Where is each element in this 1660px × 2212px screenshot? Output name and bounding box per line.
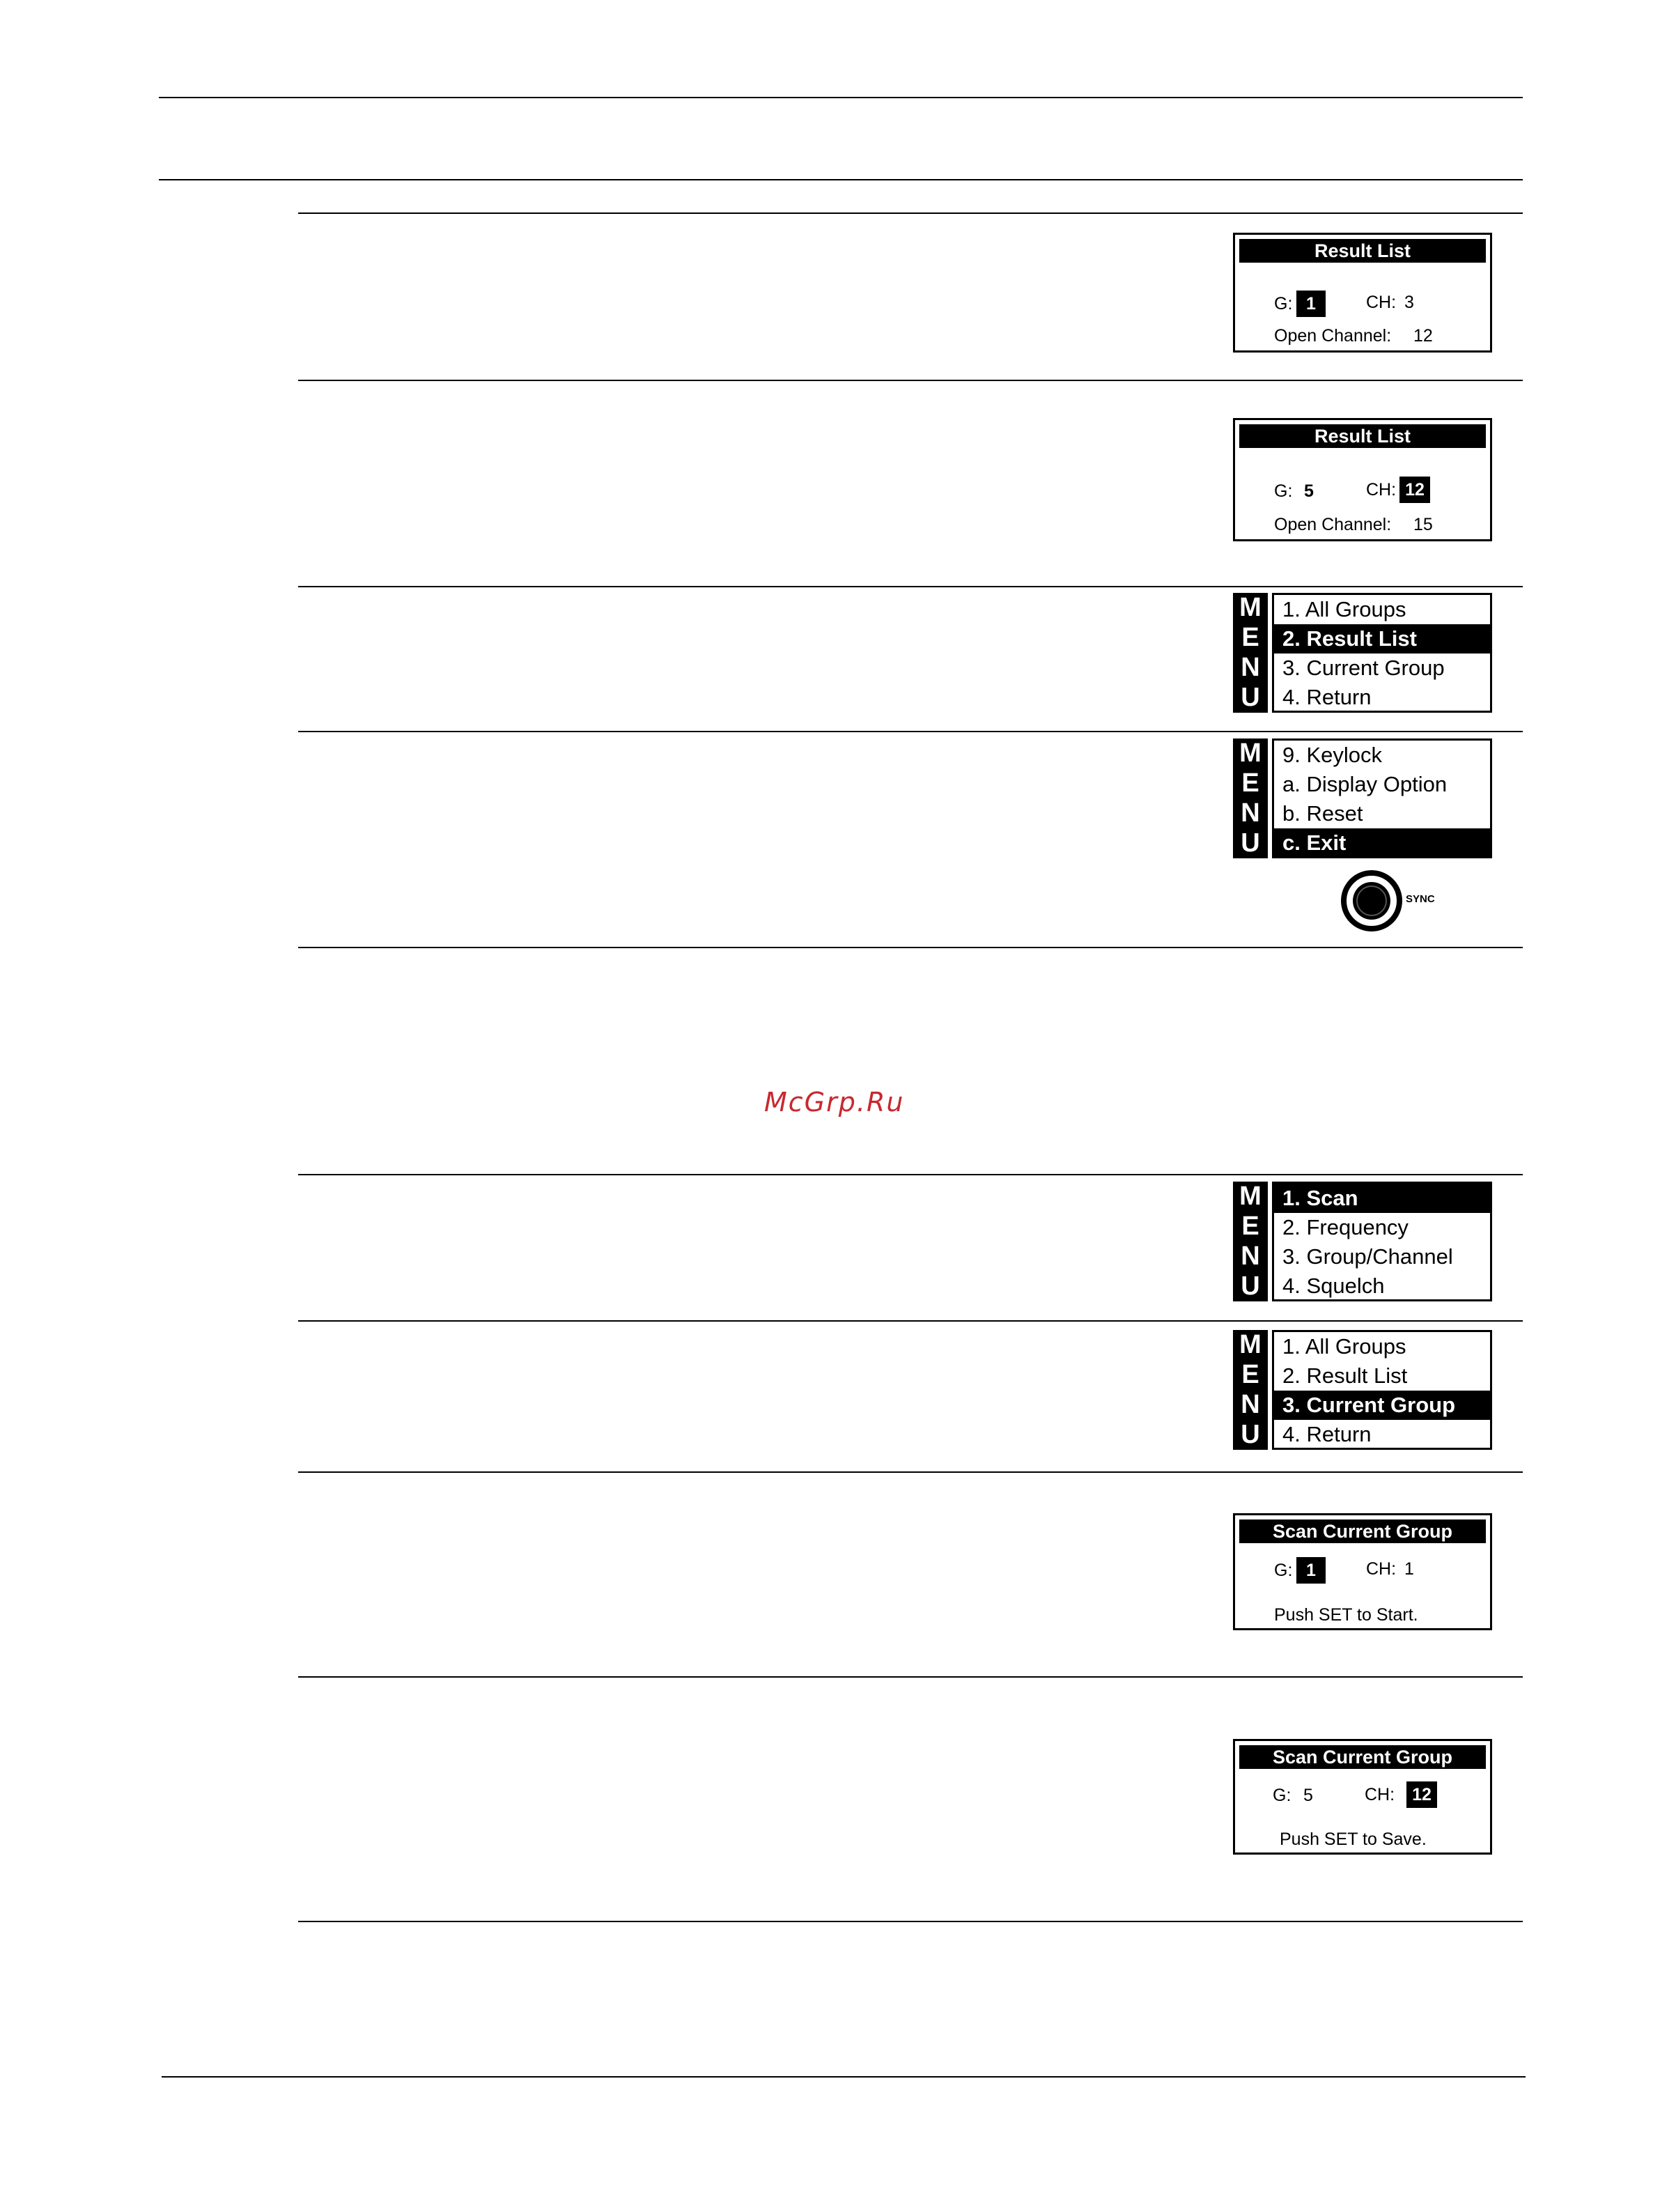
- menu-letter: U: [1241, 683, 1260, 712]
- section-rule: [298, 1921, 1523, 1922]
- page-header-rule: [159, 179, 1523, 180]
- section-rule: [298, 380, 1523, 381]
- section-rule: [298, 212, 1523, 214]
- menu-label-strip: [1233, 738, 1268, 858]
- menu-letter: N: [1241, 798, 1260, 828]
- menu-item-squelch: 4. Squelch: [1282, 1274, 1385, 1298]
- scan-menu: [1233, 1330, 1492, 1450]
- section-rule: [298, 947, 1523, 948]
- menu-letter: E: [1241, 768, 1259, 798]
- channel-label: CH:: [1365, 1785, 1395, 1804]
- section-rule: [298, 586, 1523, 587]
- menu-list: [1272, 593, 1492, 713]
- group-label: G:: [1274, 294, 1293, 314]
- group-value: 5: [1304, 481, 1314, 501]
- channel-value: 3: [1404, 293, 1414, 312]
- main-menu: [1233, 1182, 1492, 1301]
- menu-item-all-groups: 1. All Groups: [1282, 1334, 1406, 1359]
- menu-list: [1272, 738, 1492, 858]
- menu-item-frequency: 2. Frequency: [1282, 1215, 1409, 1239]
- menu-letter: N: [1241, 1390, 1260, 1419]
- group-value: 5: [1303, 1786, 1313, 1805]
- section-rule: [298, 1174, 1523, 1175]
- menu-label-strip: [1233, 593, 1268, 713]
- page-top-rule: [159, 97, 1523, 98]
- channel-label: CH:: [1366, 1559, 1397, 1579]
- scan-menu: [1233, 593, 1492, 713]
- menu-letter: M: [1239, 738, 1262, 768]
- sync-label: SYNC: [1406, 893, 1435, 905]
- menu-item-all-groups: 1. All Groups: [1282, 597, 1406, 621]
- menu-item-keylock: 9. Keylock: [1282, 743, 1383, 767]
- screen-title: Result List: [1239, 424, 1486, 448]
- group-value: 1: [1296, 1557, 1326, 1584]
- watermark: McGrp.Ru: [764, 1087, 905, 1117]
- menu-letter: E: [1241, 1360, 1259, 1389]
- open-channel-value: 15: [1413, 515, 1433, 534]
- menu-letter: M: [1239, 1330, 1262, 1359]
- section-rule: [298, 1676, 1523, 1678]
- menu-item-exit: c. Exit: [1274, 828, 1490, 858]
- menu-label-strip: [1233, 1182, 1268, 1301]
- channel-value: 12: [1406, 1781, 1437, 1808]
- menu-item-group-channel: 3. Group/Channel: [1282, 1244, 1453, 1269]
- channel-value: 12: [1399, 477, 1430, 503]
- page-footer-rule: [162, 2076, 1526, 2078]
- menu-letter: E: [1241, 623, 1259, 652]
- result-list-screen: [1233, 233, 1492, 353]
- section-rule: [298, 1320, 1523, 1322]
- menu-item-reset: b. Reset: [1282, 801, 1363, 826]
- menu-item-display-option: a. Display Option: [1282, 772, 1448, 796]
- menu-item-result-list: 2. Result List: [1274, 624, 1490, 653]
- channel-value: 1: [1404, 1559, 1414, 1579]
- screen-title: Scan Current Group: [1239, 1745, 1486, 1769]
- instruction-text: Push SET to Save.: [1280, 1830, 1427, 1849]
- menu-letter: N: [1241, 653, 1260, 682]
- group-label: G:: [1273, 1786, 1291, 1805]
- system-menu: [1233, 738, 1492, 858]
- section-rule: [298, 1471, 1523, 1473]
- result-list-screen: [1233, 418, 1492, 541]
- screen-title: Scan Current Group: [1239, 1519, 1486, 1543]
- menu-item-current-group: 3. Current Group: [1274, 1391, 1490, 1420]
- menu-letter: U: [1241, 828, 1260, 858]
- group-value: 1: [1296, 291, 1326, 317]
- menu-letter: U: [1241, 1420, 1260, 1449]
- menu-letter: N: [1241, 1242, 1260, 1271]
- menu-item-current-group: 3. Current Group: [1282, 656, 1445, 680]
- channel-label: CH:: [1366, 480, 1397, 500]
- menu-item-return: 4. Return: [1282, 685, 1372, 709]
- group-label: G:: [1274, 481, 1293, 501]
- scan-current-group-screen: [1233, 1739, 1492, 1855]
- screen-title: Result List: [1239, 239, 1486, 263]
- menu-item-return: 4. Return: [1282, 1422, 1372, 1446]
- sync-button-icon: [1340, 869, 1403, 932]
- menu-item-result-list: 2. Result List: [1282, 1363, 1408, 1388]
- menu-letter: E: [1241, 1212, 1259, 1241]
- menu-letter: M: [1239, 1182, 1262, 1211]
- menu-item-scan: 1. Scan: [1274, 1184, 1490, 1213]
- menu-label-strip: [1233, 1330, 1268, 1450]
- menu-list: [1272, 1182, 1492, 1301]
- menu-letter: M: [1239, 593, 1262, 622]
- section-rule: [298, 731, 1523, 732]
- open-channel-label: Open Channel:: [1274, 515, 1392, 534]
- instruction-text: Push SET to Start.: [1274, 1605, 1418, 1625]
- channel-label: CH:: [1366, 293, 1397, 312]
- scan-current-group-screen: [1233, 1513, 1492, 1630]
- open-channel-label: Open Channel:: [1274, 326, 1392, 346]
- menu-letter: U: [1241, 1271, 1260, 1301]
- menu-list: [1272, 1330, 1492, 1450]
- group-label: G:: [1274, 1561, 1293, 1580]
- open-channel-value: 12: [1413, 326, 1433, 346]
